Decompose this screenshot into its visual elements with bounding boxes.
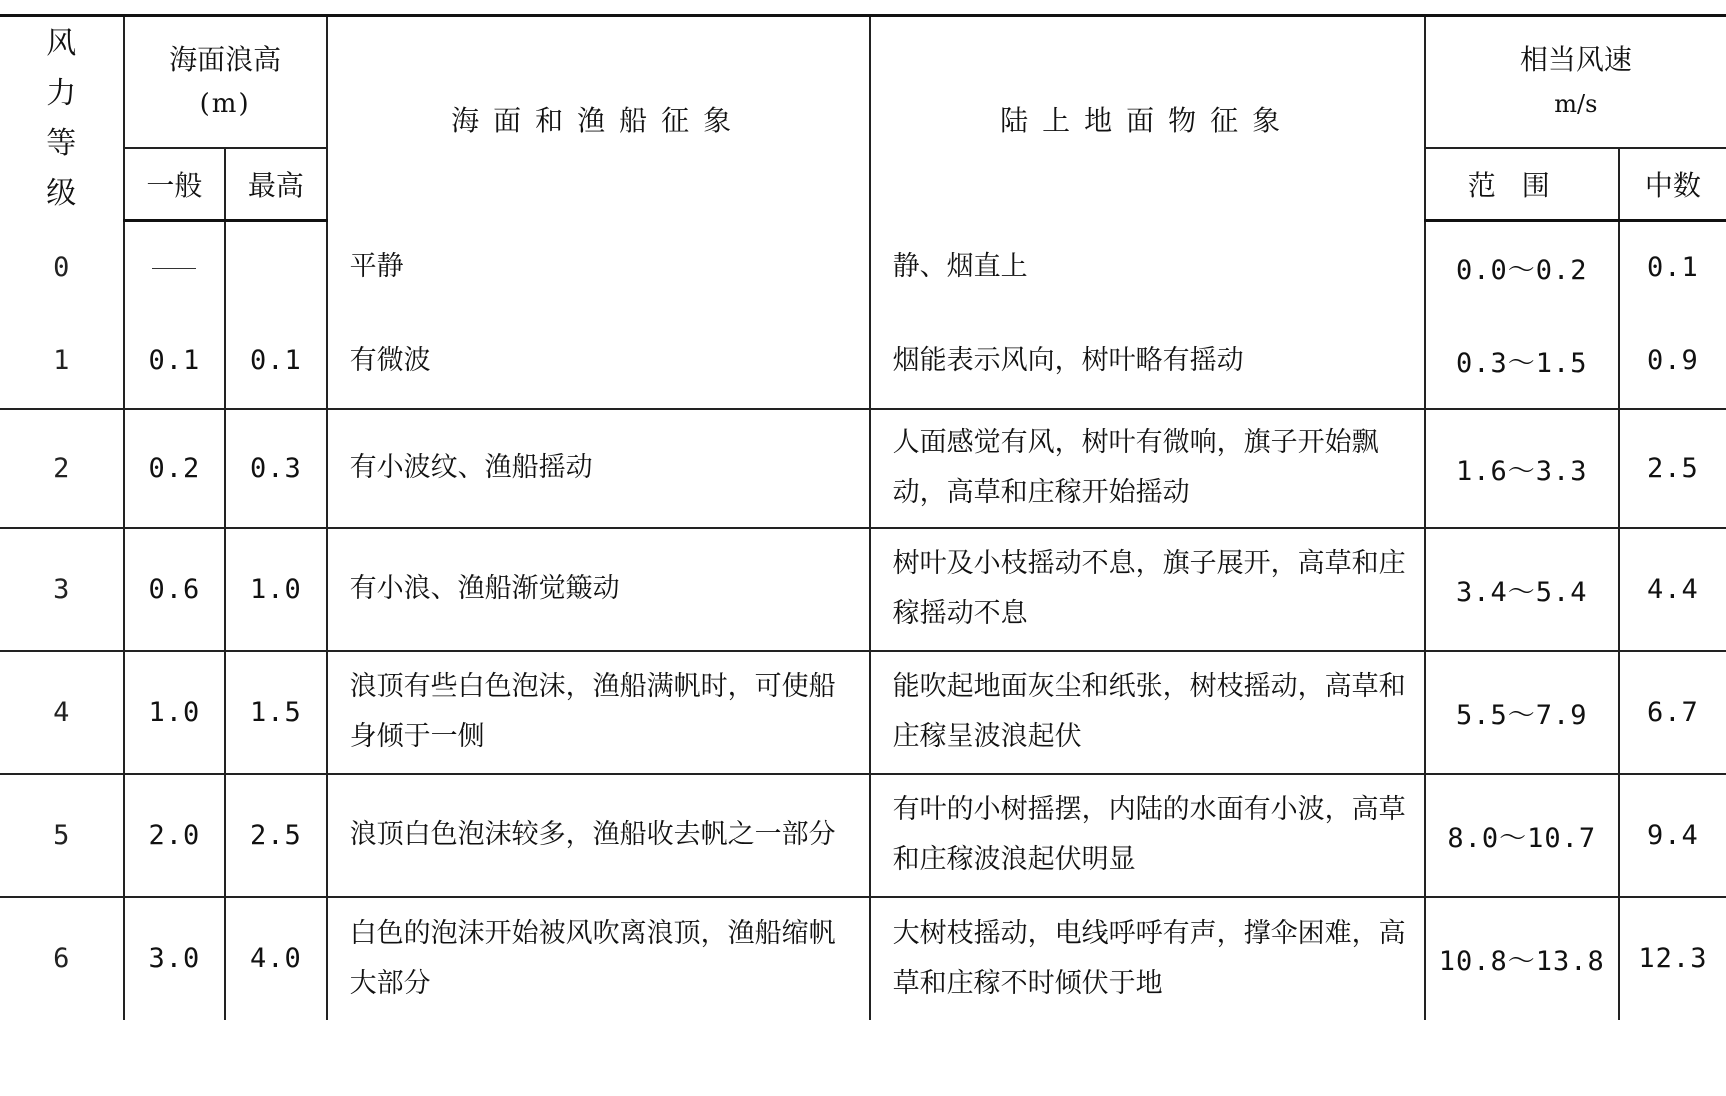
cell-speed-mid: 12.3 [1638, 943, 1708, 974]
table-row [0, 314, 1726, 409]
cell-sea-signs: 有小波纹、渔船摇动 [327, 409, 870, 528]
header-speed-mid: 中数 [1619, 148, 1726, 221]
cell-sea-signs: 有微波 [327, 314, 870, 409]
table-row [0, 528, 1726, 651]
cell-wave-max: 0.3 [225, 409, 327, 528]
dash-mark [152, 268, 196, 269]
header-level-char-4: 级 [46, 175, 77, 211]
cell-level: 6 [0, 897, 124, 1020]
cell-wave-max: 0.1 [225, 314, 327, 409]
table-row [0, 221, 1726, 314]
cell-sea-signs: 平静 [327, 221, 870, 314]
cell-sea-signs: 有小浪、渔船渐觉簸动 [327, 528, 870, 651]
header-wind-speed [1425, 17, 1726, 148]
cell-speed-range: 0.3～1.5 [1425, 314, 1619, 409]
header-wind-speed-unit: m/s [1554, 90, 1598, 118]
cell-land-signs: 人面感觉有风，树叶有微响，旗子开始飘动，高草和庄稼开始摇动 [870, 409, 1425, 528]
table-row [0, 651, 1726, 774]
cell-wave-general: 2.0 [124, 774, 226, 897]
cell-speed-range: 3.4～5.4 [1425, 528, 1619, 651]
cell-speed-range: 5.5～7.9 [1425, 651, 1619, 774]
cell-wave-max: 2.5 [225, 774, 327, 897]
cell-sea-signs: 白色的泡沫开始被风吹离浪顶，渔船缩帆大部分 [327, 897, 870, 1020]
cell-level: 5 [0, 774, 124, 897]
header-wind-level [0, 17, 124, 221]
header-level-char-3: 等 [46, 125, 77, 161]
header-level-char-1: 风 [46, 25, 77, 61]
cell-wave-general: 0.1 [124, 314, 226, 409]
cell-speed-mid: 0.9 [1619, 314, 1726, 409]
header-wind-speed-label: 相当风速 [1519, 43, 1632, 76]
cell-wave-max: 1.0 [225, 528, 327, 651]
header-sea-signs: 海面和渔船征象 [327, 17, 870, 221]
header-speed-range: 范围 [1425, 148, 1619, 221]
cell-land-signs: 静、烟直上 [870, 221, 1425, 314]
cell-wave-max: 4.0 [225, 897, 327, 1020]
cell-land-signs: 能吹起地面灰尘和纸张，树枝摇动，高草和庄稼呈波浪起伏 [870, 651, 1425, 774]
cell-land-signs: 大树枝摇动，电线呼呼有声，撑伞困难，高草和庄稼不时倾伏于地 [870, 897, 1425, 1020]
header-wave-general: 一般 [124, 148, 226, 221]
cell-wave-general: 0.2 [124, 409, 226, 528]
header-wave-height-label: 海面浪高 [169, 43, 282, 76]
cell-speed-mid: 9.4 [1619, 774, 1726, 897]
cell-level: 0 [0, 221, 124, 314]
header-level-char-2: 力 [46, 75, 77, 111]
cell-speed-range: 8.0～10.7 [1425, 774, 1619, 897]
cell-speed-mid: 2.5 [1619, 409, 1726, 528]
table-row [0, 897, 1726, 1020]
beaufort-table-container [0, 17, 1726, 1020]
cell-level: 2 [0, 409, 124, 528]
cell-sea-signs: 浪顶有些白色泡沫，渔船满帆时，可使船身倾于一侧 [327, 651, 870, 774]
cell-wave-max [225, 221, 327, 314]
table-row [0, 774, 1726, 897]
cell-land-signs: 有叶的小树摇摆，内陆的水面有小波，高草和庄稼波浪起伏明显 [870, 774, 1425, 897]
cell-wave-general: 0.6 [124, 528, 226, 651]
cell-speed-mid: 0.1 [1647, 252, 1699, 284]
cell-speed-mid: 4.4 [1619, 528, 1726, 651]
cell-level: 3 [0, 528, 124, 651]
cell-level: 1 [0, 314, 124, 409]
cell-land-signs: 烟能表示风向，树叶略有摇动 [870, 314, 1425, 409]
cell-speed-range: 1.6～3.3 [1425, 409, 1619, 528]
cell-speed-mid: 6.7 [1619, 651, 1726, 774]
cell-level: 4 [0, 651, 124, 774]
cell-speed-range: 0.0～0.2 [1425, 221, 1619, 314]
cell-wave-max: 1.5 [225, 651, 327, 774]
beaufort-scale-table [0, 17, 1726, 1020]
cell-wave-general [124, 221, 226, 314]
cell-wave-general: 3.0 [124, 897, 226, 1020]
header-land-signs: 陆上地面物征象 [870, 17, 1425, 221]
header-wave-height [124, 17, 327, 148]
header-wave-height-unit: (m) [199, 89, 251, 119]
cell-wave-general: 1.0 [124, 651, 226, 774]
cell-speed-range: 10.8～13.8 [1425, 897, 1619, 1020]
cell-sea-signs: 浪顶白色泡沫较多，渔船收去帆之一部分 [327, 774, 870, 897]
table-row [0, 409, 1726, 528]
header-row-top [0, 17, 1726, 148]
header-wave-max: 最高 [225, 148, 327, 221]
cell-land-signs: 树叶及小枝摇动不息，旗子展开，高草和庄稼摇动不息 [870, 528, 1425, 651]
